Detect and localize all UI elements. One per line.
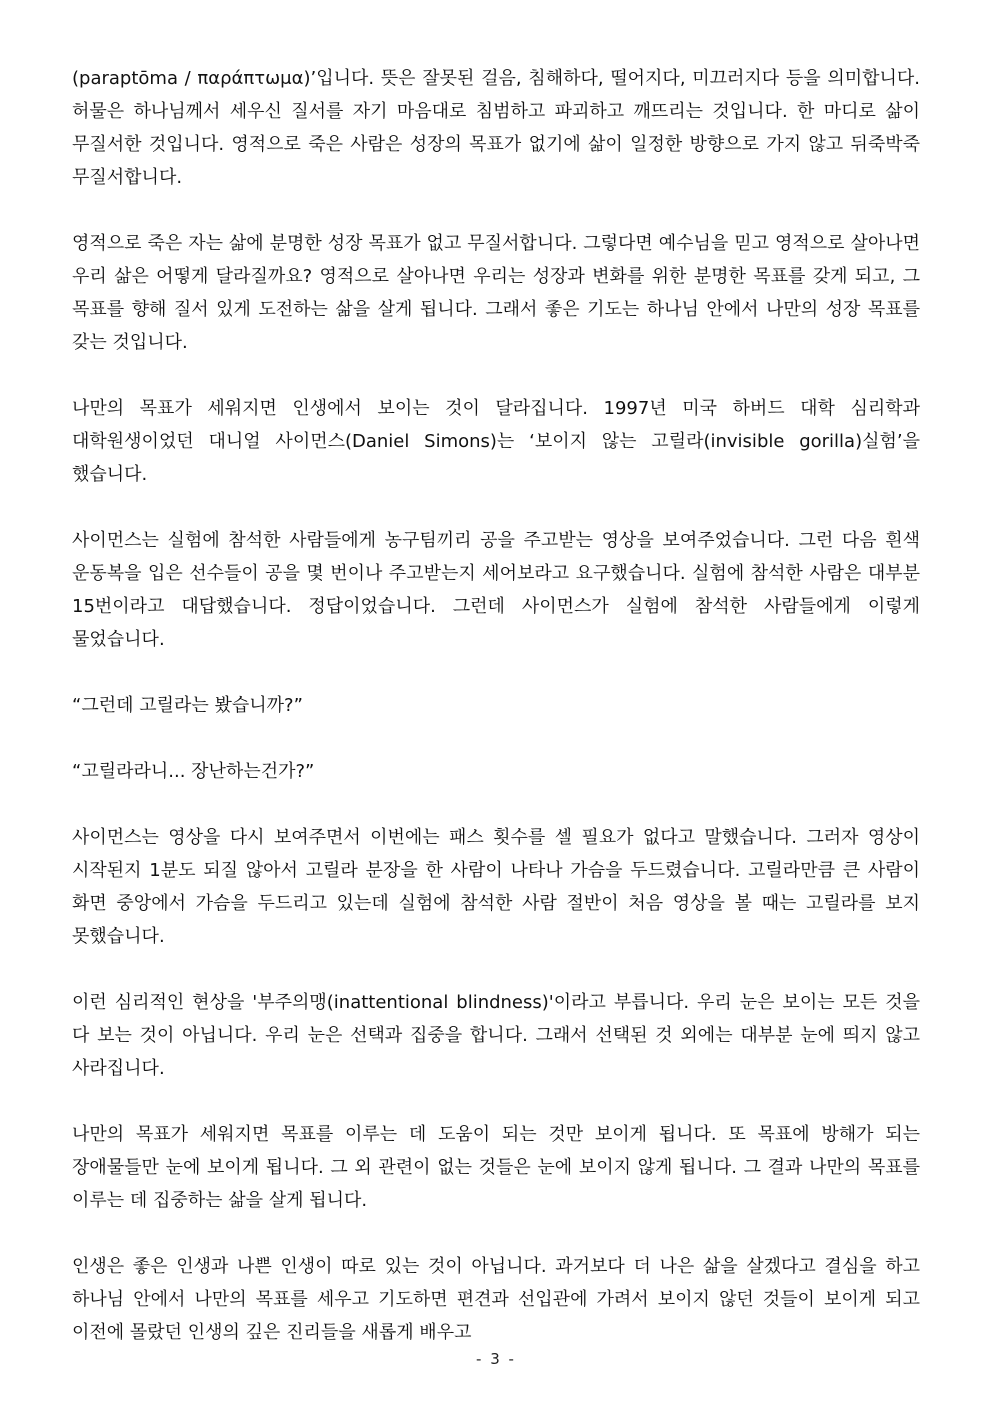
paragraph-quote-question: “그런데 고릴라는 봤습니까?” [72, 695, 303, 716]
paragraph-better-life: 인생은 좋은 인생과 나쁜 인생이 따로 있는 것이 아닙니다. 과거보다 더 나은 삶을 살겠다고 결심을 하고 하나님 안에서 나만의 목표를 세우고 기도하면 편견과 선입관에 가려서 보이지 않던 것들이 보이게 되고 이전에 몰랐던 인생의 깊은 진리들을 새롭게 배우고 [72, 1256, 920, 1343]
page-number: - 3 - [476, 1350, 516, 1368]
paragraph-inattentional-blindness: 이런 심리적인 현상을 '부주의맹(inattentional blindness)'이라고 부릅니다. 우리 눈은 보이는 모든 것을 다 보는 것이 아닙니다. 우리 눈은 선택과 집중을 합니다. 그래서 선택된 것 외에는 대부분 눈에 띄지 않고 사라집니다. [72, 992, 920, 1079]
paragraph-experiment-description: 사이먼스는 실험에 참석한 사람들에게 농구팀끼리 공을 주고받는 영상을 보여주었습니다. 그런 다음 흰색 운동복을 입은 선수들이 공을 몇 번이나 주고받는지 세어보라고 요구했습니다. 실험에 참석한 사람은 대부분 15번이라고 대답했습니다. 정답이었습니다. 그런데 사이먼스가 실험에 참석한 사람들에게 이렇게 물었습니다. [72, 530, 920, 650]
paragraph-quote-answer: “고릴라라니... 장난하는건가?” [72, 761, 315, 782]
paragraph-invisible-gorilla-intro: 나만의 목표가 세워지면 인생에서 보이는 것이 달라집니다. 1997년 미국 하버드 대학 심리학과 대학원생이었던 대니얼 사이먼스(Daniel Simons)는 ‘보이지 않는 고릴라(invisible gorilla)실험’을 했습니다. [72, 398, 920, 485]
paragraph-hamartia-definition: (paraptōma / παράπτωμα)’입니다. 뜻은 잘못된 걸음, 침해하다, 떨어지다, 미끄러지다 등을 의미합니다. 허물은 하나님께서 세우신 질서를 자기 마음대로 침범하고 파괴하고 깨뜨리는 것입니다. 한 마디로 삶이 무질서한 것입니다. 영적으로 죽은 사람은 성장의 목표가 없기에 삶이 일정한 방향으로 가지 않고 뒤죽박죽 무질서합니다. [72, 68, 920, 188]
paragraph-spiritual-growth-goal: 영적으로 죽은 자는 삶에 분명한 성장 목표가 없고 무질서합니다. 그렇다면 예수님을 믿고 영적으로 살아나면 우리 삶은 어떻게 달라질까요? 영적으로 살아나면 우리는 성장과 변화를 위한 분명한 목표를 갖게 되고, 그 목표를 향해 질서 있게 도전하는 삶을 살게 됩니다. 그래서 좋은 기도는 하나님 안에서 나만의 성장 목표를 갖는 것입니다. [72, 233, 920, 353]
document-body [72, 62, 920, 1382]
paragraph-experiment-result: 사이먼스는 영상을 다시 보여주면서 이번에는 패스 횟수를 셀 필요가 없다고 말했습니다. 그러자 영상이 시작된지 1분도 되질 않아서 고릴라 분장을 한 사람이 나타나 가슴을 두드렸습니다. 고릴라만큼 큰 사람이 화면 중앙에서 가슴을 두드리고 있는데 실험에 참석한 사람 절반이 처음 영상을 볼 때는 고릴라를 보지 못했습니다. [72, 827, 920, 947]
paragraph-goal-focus: 나만의 목표가 세워지면 목표를 이루는 데 도움이 되는 것만 보이게 됩니다. 또 목표에 방해가 되는 장애물들만 눈에 보이게 됩니다. 그 외 관련이 없는 것들은 눈에 보이지 않게 됩니다. 그 결과 나만의 목표를 이루는 데 집중하는 삶을 살게 됩니다. [72, 1124, 920, 1211]
